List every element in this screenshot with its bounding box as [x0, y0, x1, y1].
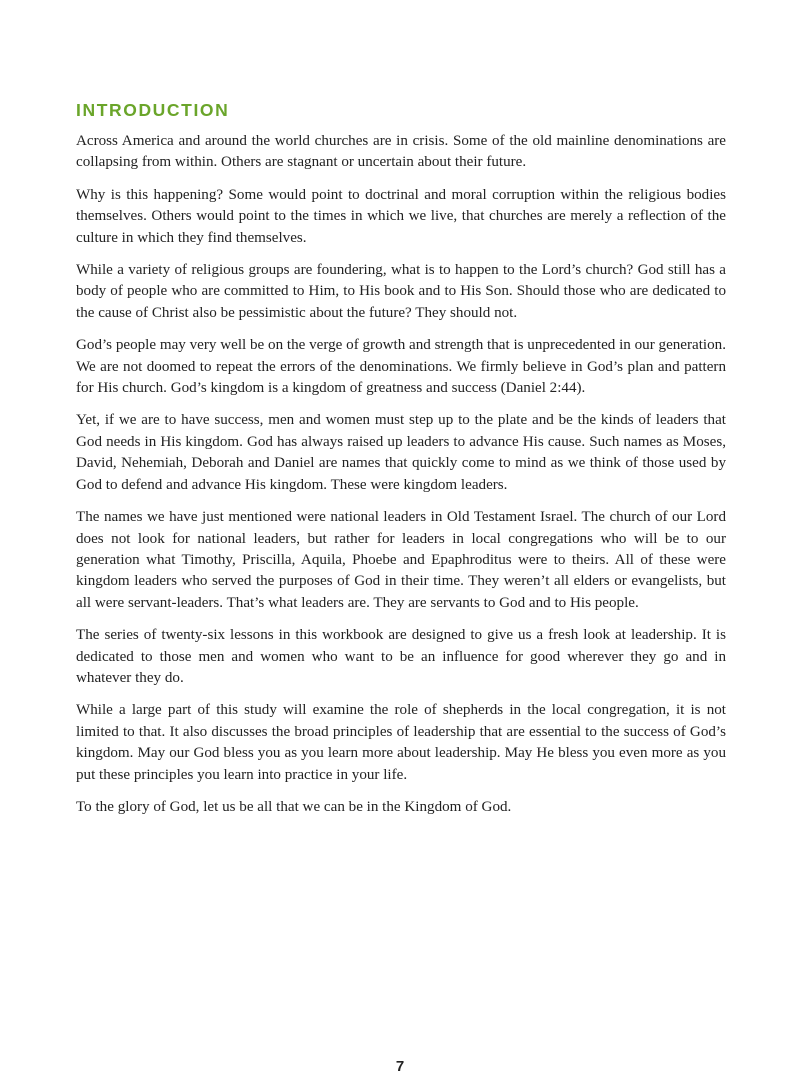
section-heading: INTRODUCTION	[76, 100, 230, 120]
paragraph: The series of twenty-six lessons in this workbook are designed to give us a fresh look at leadership. It is dedicated to those men and women who want to be an influence for good wherever they go and in whatever they do.	[76, 627, 726, 686]
closing-paragraph: To the glory of God, let us be all that we can be in the Kingdom of God.	[76, 798, 512, 815]
paragraph: Across America and around the world churches are in crisis. Some of the old mainline denominations are collapsing from within. Others are stagnant or uncertain about their future.	[76, 133, 726, 171]
page-number: 7	[395, 1058, 405, 1075]
paragraph: Yet, if we are to have success, men and women must step up to the plate and be the kinds of leaders that God needs in His kingdom. God has always raised up leaders to advance His cause. Such names as Moses, David, Nehemiah, Deborah and Daniel are names that quickly come to mind as we think of those used by God to defend and advance His kingdom. These were kingdom leaders.	[76, 412, 726, 493]
paragraph: While a variety of religious groups are foundering, what is to happen to the Lord’s church? God still has a body of people who are committed to Him, to His book and to His Son. Should those who are dedicated to the cause of Christ also be pessimistic about the future? They should not.	[76, 262, 726, 321]
paragraph: God’s people may very well be on the verge of growth and strength that is unprecedented in our generation. We are not doomed to repeat the errors of the denominations. We firmly believe in God’s plan and pattern for His church. God’s kingdom is a kingdom of greatness and success (Daniel 2:44).	[76, 337, 726, 397]
introduction-body	[76, 131, 726, 829]
paragraph: Why is this happening? Some would point to doctrinal and moral corruption within the religious bodies themselves. Others would point to the times in which we live, that churches are merely a reflection of the culture in which they find themselves.	[76, 186, 726, 246]
paragraph: While a large part of this study will examine the role of shepherds in the local congregation, it is not limited to that. It also discusses the broad principles of leadership that are essential to the success of God’s kingdom. May our God bless you as you learn more about leadership. May He bless you even more as you put these principles you learn into practice in your life.	[76, 702, 726, 783]
paragraph: The names we have just mentioned were national leaders in Old Testament Israel. The church of our Lord does not look for national leaders, but rather for leaders in local congregations who will be to our generation what Timothy, Priscilla, Aquila, Phoebe and Epaphroditus were to theirs. All of these were kingdom leaders who served the purposes of God in their time. They weren’t all elders or evangelists, but all were servant-leaders. That’s what leaders are. They are servants to God and to His people.	[76, 509, 726, 611]
